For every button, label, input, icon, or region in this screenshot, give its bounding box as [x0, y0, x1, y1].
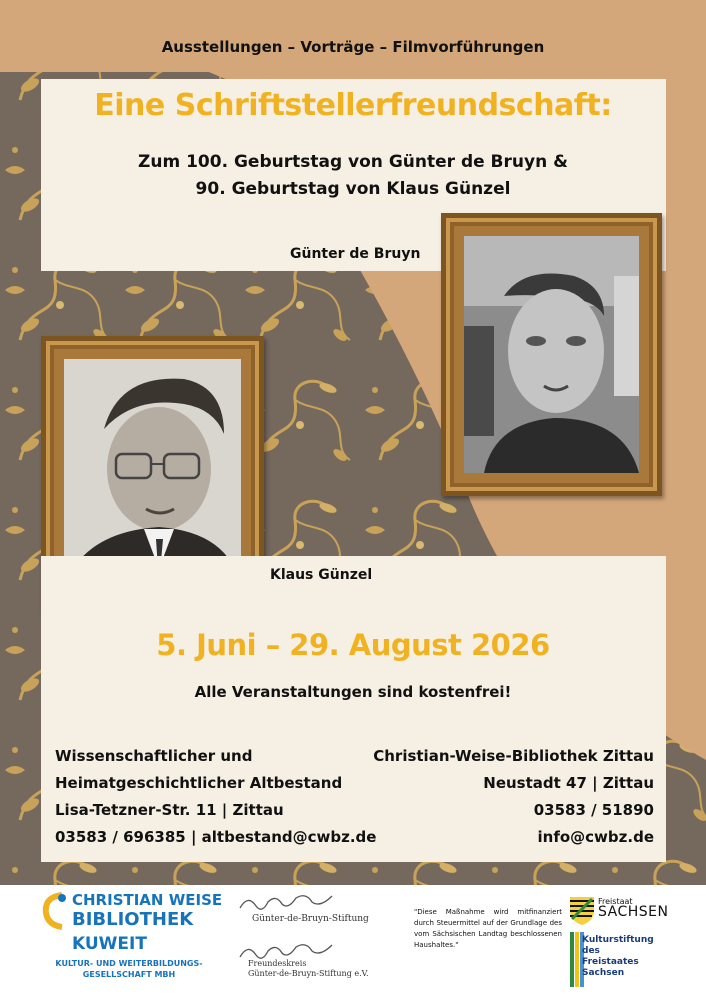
right-address-block	[373, 743, 654, 851]
cwb-logo-bibliothek: BIBLIOTHEK	[72, 909, 194, 930]
right-address-line-1: Christian-Weise-Bibliothek Zittau	[373, 747, 654, 765]
left-address-block	[55, 743, 376, 851]
freistaat-label: Freistaat	[598, 897, 633, 906]
kuweit-subtitle-line-1: KULTUR- UND WEITERBILDUNGS-	[55, 959, 203, 968]
poster-title: Eine Schriftstellerfreundschaft:	[94, 88, 612, 123]
subtitle-line-2: 90. Geburtstag von Klaus Günzel	[195, 179, 511, 199]
right-address-line-3: 03583 / 51890	[533, 801, 654, 819]
left-address-line-4: 03583 / 696385 | altbestand@cwbz.de	[55, 828, 377, 846]
poster-subtitle	[0, 149, 706, 203]
stiftung-2-line-1: Freundeskreis	[248, 959, 307, 968]
right-address-line-2: Neustadt 47 | Zittau	[483, 774, 654, 792]
cwb-logo-name: CHRISTIAN WEISE	[72, 891, 223, 909]
stiftung-name-1: Günter-de-Bruyn-Stiftung	[252, 914, 369, 924]
subtitle-line-1: Zum 100. Geburtstag von Günter de Bruyn &	[138, 152, 568, 172]
kulturstiftung-line-4: Sachsen	[582, 968, 625, 978]
saxony-coat-of-arms-icon	[570, 897, 594, 925]
kulturstiftung-logo	[582, 935, 654, 979]
cwb-logo-icon	[42, 890, 70, 932]
kulturstiftung-line-2: des	[582, 946, 600, 956]
sachsen-label: SACHSEN	[598, 904, 669, 920]
stiftung-2-line-2: Günter-de-Bruyn-Stiftung e.V.	[248, 969, 369, 978]
portrait-frame-bruyn	[441, 213, 662, 496]
right-address-line-4: info@cwbz.de	[537, 828, 654, 846]
event-dates: 5. Juni – 29. August 2026	[156, 628, 550, 662]
left-address-line-2: Heimatgeschichtlicher Altbestand	[55, 774, 343, 792]
caption-bruyn: Günter de Bruyn	[290, 246, 421, 262]
kulturstiftung-line-3: Freistaates	[582, 957, 639, 967]
kuweit-logo: KUWEIT	[72, 934, 147, 954]
kulturstiftung-line-1: Kulturstiftung	[582, 935, 654, 945]
signature-logo-1	[238, 894, 348, 914]
free-admission-note: Alle Veranstaltungen sind kostenfrei!	[194, 683, 512, 701]
left-address-line-3: Lisa-Tetzner-Str. 11 | Zittau	[55, 801, 284, 819]
funding-note: "Diese Maßnahme wird mitfinanziert durch Steuermittel auf der Grundlage des vom Sächsischen Landtag beschlossenen Haushaltes."	[414, 908, 562, 949]
header-strip	[0, 0, 706, 72]
left-address-line-1: Wissenschaftlicher und	[55, 747, 253, 765]
kuweit-subtitle-line-2: GESELLSCHAFT MBH	[82, 970, 176, 979]
event-tagline: Ausstellungen – Vorträge – Filmvorführungen	[161, 38, 545, 56]
portrait-photo-guenzel	[64, 359, 241, 587]
caption-guenzel: Klaus Günzel	[270, 567, 373, 583]
stiftung-name-2	[248, 959, 369, 979]
kuweit-subtitle	[54, 958, 204, 980]
portrait-photo-bruyn	[464, 236, 639, 473]
